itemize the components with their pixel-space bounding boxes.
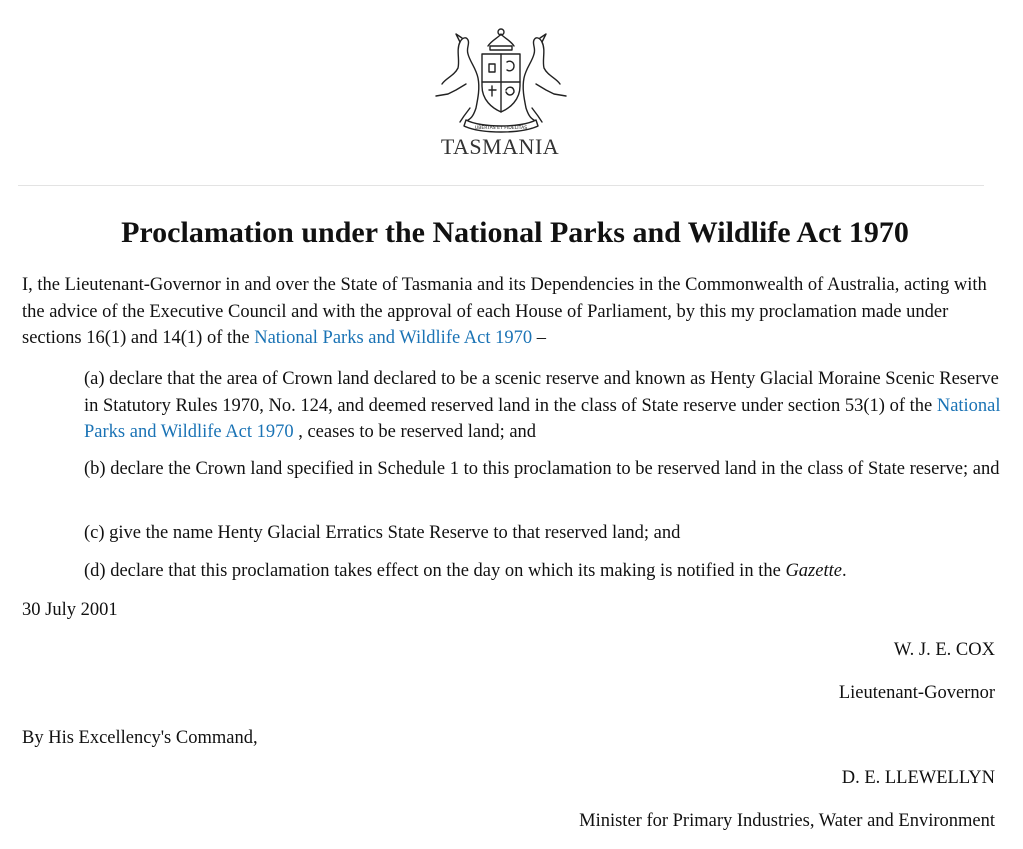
crest-motto: UBERTAS ET FIDELITAS <box>474 126 528 131</box>
state-name: TASMANIA <box>440 134 560 159</box>
tasmania-coat-of-arms-icon <box>426 24 576 136</box>
document-header <box>0 0 1023 186</box>
item-a-text-end: , ceases to be reserved land; and <box>293 422 537 442</box>
gazette-italic: Gazette <box>785 561 842 581</box>
header-divider <box>18 185 984 186</box>
act-link[interactable]: National Parks and Wildlife Act 1970 <box>84 395 1001 442</box>
intro-paragraph <box>22 272 1006 352</box>
proclamation-title: Proclamation under the National Parks and Wildlife Act 1970 <box>121 216 909 249</box>
item-a-text: (a) declare that the area of Crown land declared to be a scenic reserve and known as Henty Glacial Moraine Scenic Reserve in Statutory Rules 1970, No. 124, and deemed reserved land in the class of State reserve under section 53(1) of the <box>84 369 999 416</box>
signatory-1-name: W. J. E. COX <box>893 640 995 660</box>
item-b: (b) declare the Crown land specified in Schedule 1 to this proclamation to be reserved land in the class of State reserve; and <box>84 459 1000 479</box>
signatory-1-title: Lieutenant-Governor <box>838 683 995 703</box>
proclamation-intro <box>22 272 1006 352</box>
item-a <box>84 366 1009 446</box>
intro-text: I, the Lieutenant-Governor in and over the State of Tasmania and its Dependencies in the Commonwealth of Australia, acting with the advice of the Executive Council and with the approval of each House of Parliament, by this my proclamation made under sections 16(1) and 14(1) of the <box>22 275 987 348</box>
item-c: (c) give the name Henty Glacial Erratics State Reserve to that reserved land; and <box>84 523 681 543</box>
command-line: By His Excellency's Command, <box>22 728 258 748</box>
item-d-text-end: . <box>841 561 847 581</box>
signatory-2-title: Minister for Primary Industries, Water and Environment <box>579 811 995 831</box>
act-link[interactable]: National Parks and Wildlife Act 1970 <box>254 328 533 348</box>
item-d <box>84 558 1009 585</box>
intro-dash: – <box>532 328 547 348</box>
proclamation-date: 30 July 2001 <box>22 600 118 620</box>
signatory-2-name: D. E. LLEWELLYN <box>841 768 995 788</box>
item-d-text: (d) declare that this proclamation takes effect on the day on which its making is notified in the <box>84 561 786 581</box>
